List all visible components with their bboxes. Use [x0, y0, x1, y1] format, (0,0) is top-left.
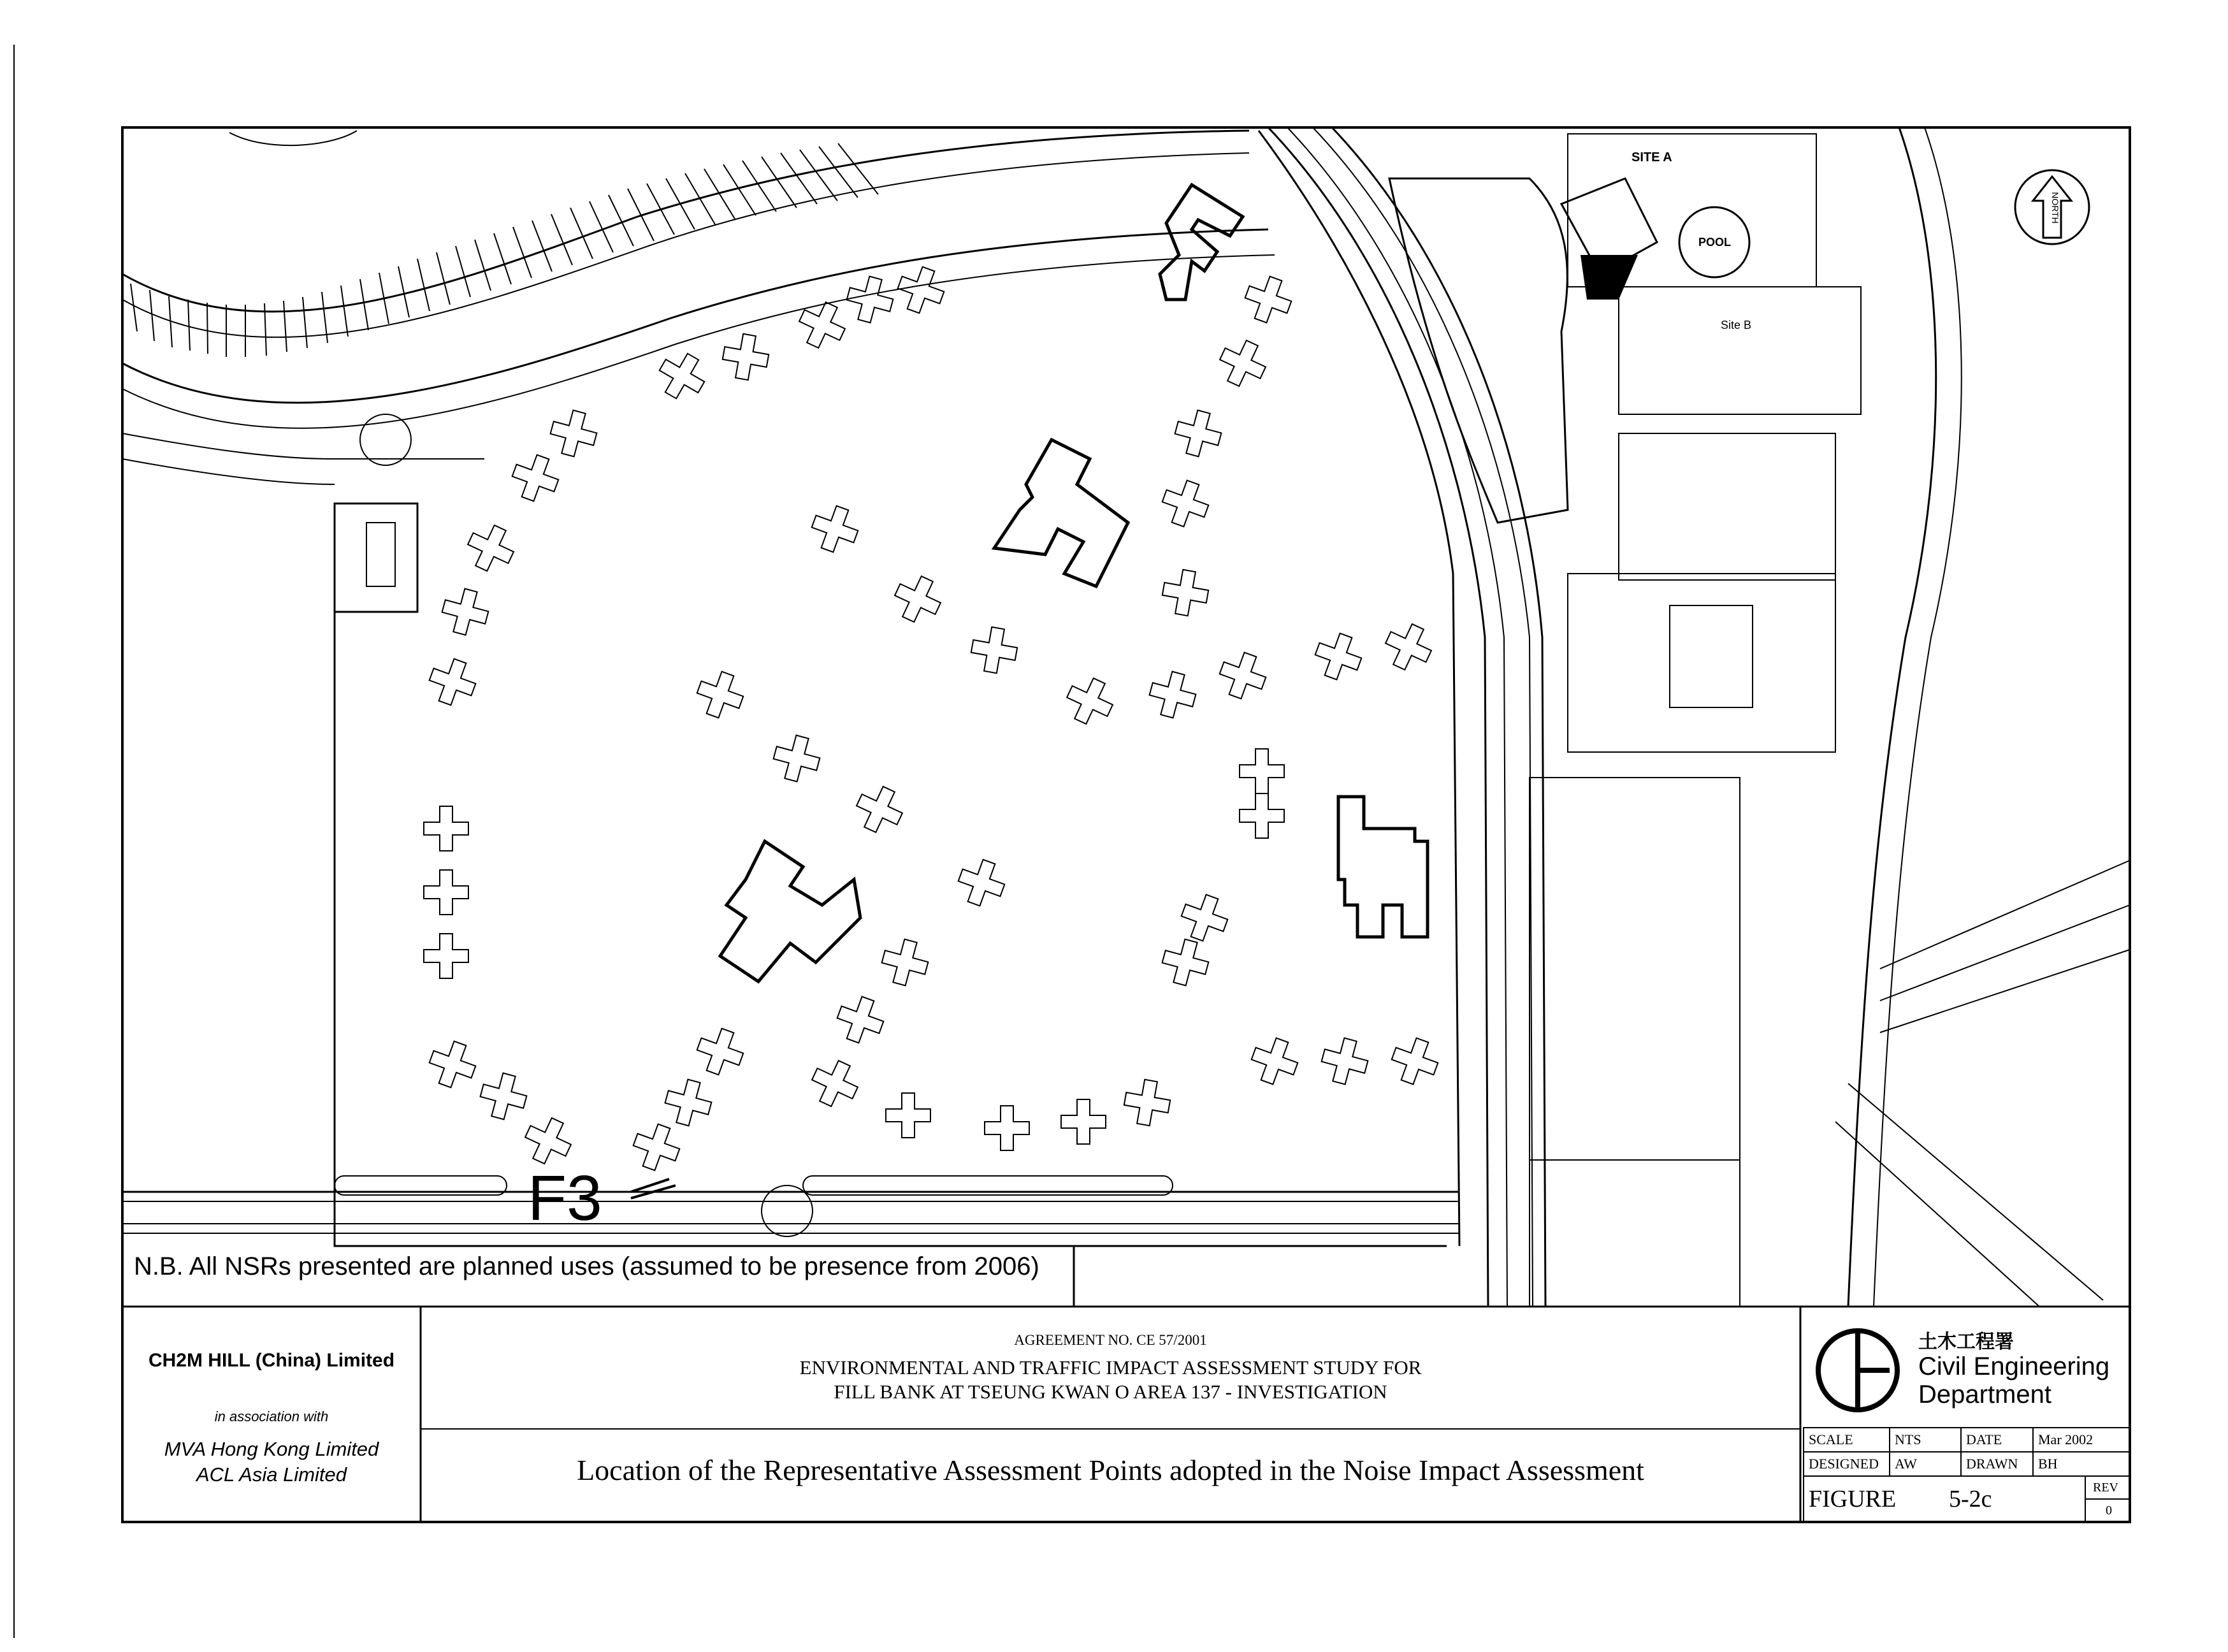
revision-label: REV [2093, 1480, 2118, 1495]
site-boundary-east [1259, 131, 1459, 1246]
slope-hatching [131, 143, 878, 357]
department-chinese-name: 土木工程署 [1918, 1331, 2014, 1352]
department-name-line-2: Department [1918, 1380, 2051, 1409]
tree-symbols [424, 261, 1443, 1176]
drawing-title: Location of the Representative Assessment Points adopted in the Noise Impact Assessment [577, 1454, 1644, 1486]
figure-number: 5-2c [1949, 1486, 1992, 1512]
associate-1: MVA Hong Kong Limited [164, 1438, 379, 1460]
designed-value: AW [1895, 1456, 1917, 1472]
site-label-a: SITE A [1631, 150, 1672, 164]
assessment-point-label: F3 [528, 1163, 602, 1234]
agreement-number: AGREEMENT NO. CE 57/2001 [1014, 1332, 1207, 1348]
designed-label: DESIGNED [1809, 1456, 1879, 1472]
planned-buildings [720, 185, 1428, 982]
site-label-pool: POOL [1698, 236, 1732, 249]
associate-2: ACL Asia Limited [196, 1463, 347, 1486]
figure-label: FIGURE [1809, 1486, 1897, 1512]
revision-value: 0 [2106, 1503, 2112, 1518]
north-arrow-label: NORTH [2050, 192, 2060, 224]
development-plots [1389, 134, 1861, 1307]
southern-road [122, 1176, 1459, 1236]
department-name-line-1: Civil Engineering [1918, 1352, 2110, 1380]
civil-engineering-logo-icon [1818, 1331, 1897, 1410]
scale-value: NTS [1895, 1431, 1921, 1447]
scale-label: SCALE [1809, 1431, 1853, 1447]
eastern-road [1268, 127, 1545, 1307]
consultant-name: CH2M HILL (China) Limited [148, 1350, 395, 1371]
date-label: DATE [1966, 1431, 2002, 1447]
association-note: in association with [214, 1409, 329, 1424]
drawn-label: DRAWN [1966, 1456, 2018, 1472]
building-west [335, 504, 417, 612]
assessment-point-f3-marker [631, 1179, 676, 1198]
east-slope-hatching [1835, 127, 2130, 1307]
drawn-value: BH [2038, 1456, 2058, 1472]
study-title-line-1: ENVIRONMENTAL AND TRAFFIC IMPACT ASSESSMENT STUDY FOR [799, 1356, 1422, 1379]
study-title-line-2: FILL BANK AT TSEUNG KWAN O AREA 137 - INVESTIGATION [834, 1380, 1387, 1403]
planned-uses-note: N.B. All NSRs presented are planned uses (assumed to be presence from 2006) [134, 1252, 1039, 1280]
date-value: Mar 2002 [2038, 1431, 2094, 1447]
site-label-b: Site B [1721, 319, 1752, 331]
site-a-wedge [1581, 255, 1638, 300]
site-boundary [335, 580, 1447, 1246]
highway-curve [122, 131, 1275, 484]
